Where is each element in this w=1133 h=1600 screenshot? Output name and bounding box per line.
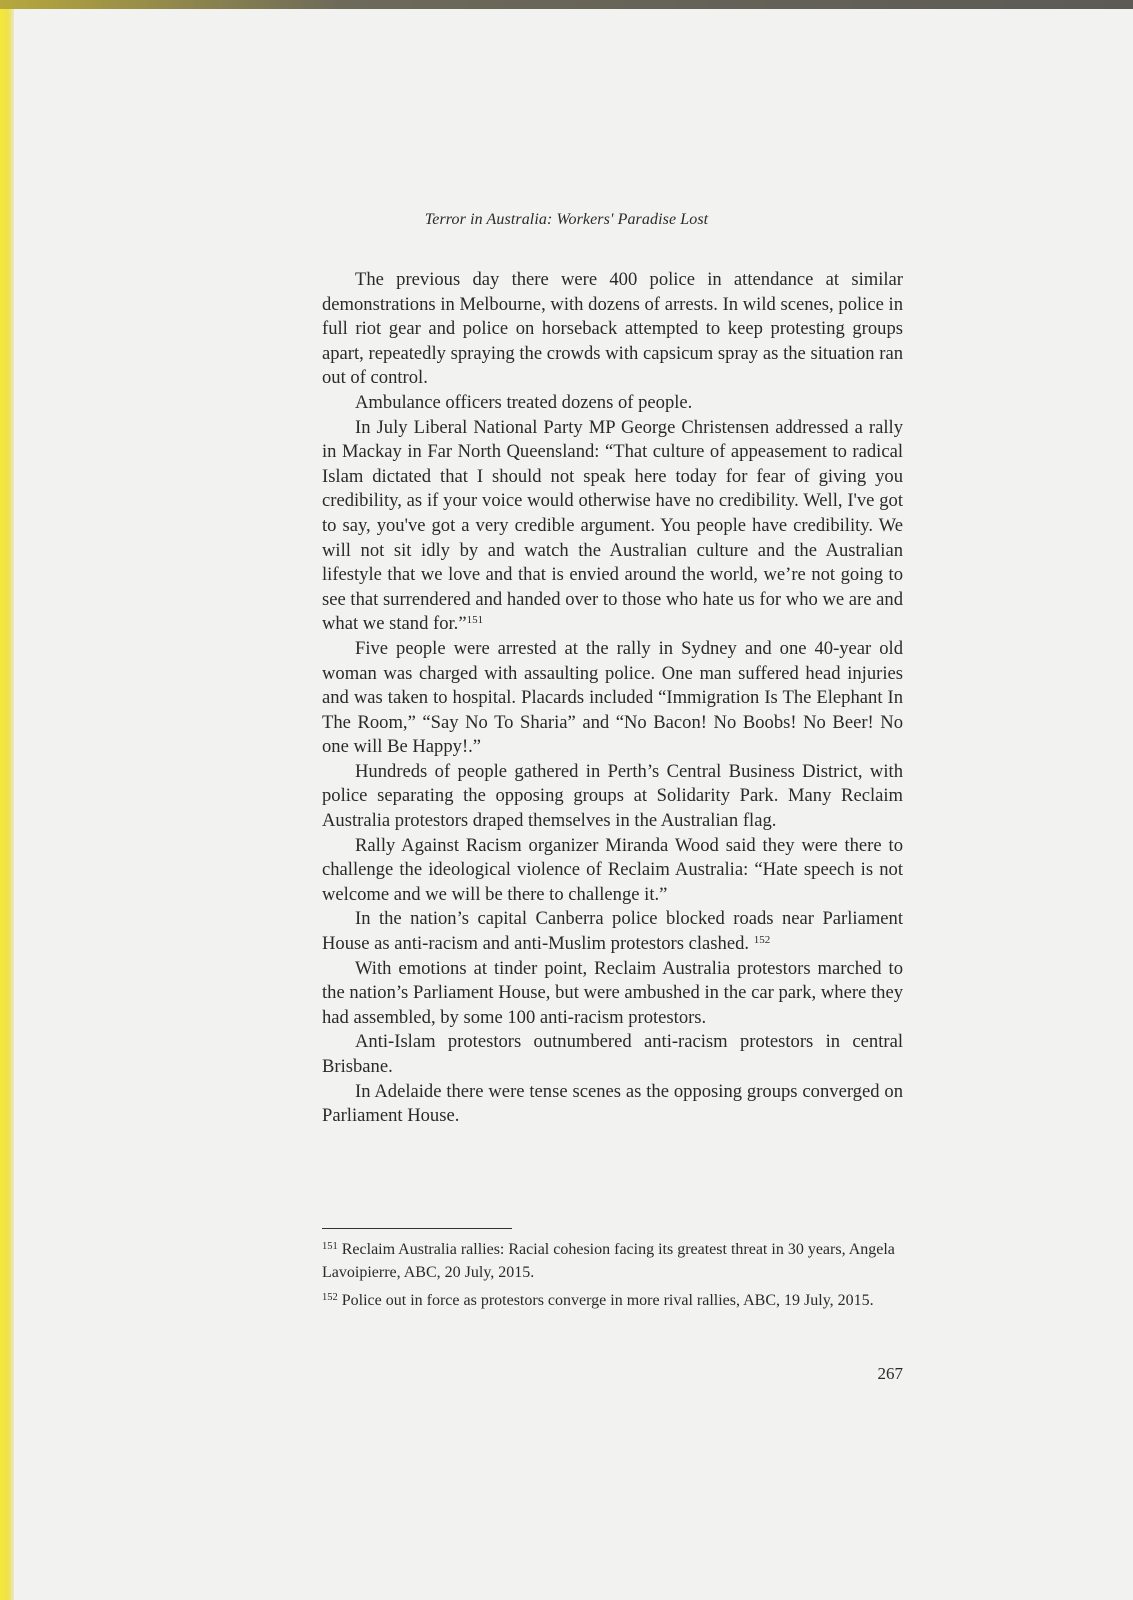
paragraph (322, 391, 903, 416)
paragraph (322, 268, 903, 391)
footnote-text: Police out in force as protestors converge in more rival rallies, ABC, 19 July, 2015. (341, 1292, 874, 1309)
footnote-ref-152[interactable]: 152 (753, 934, 771, 947)
footnote-divider (322, 1228, 512, 1229)
paragraph-text: The previous day there were 400 police in attendance at similar demonstrations in Melbourne, with dozens of arrests. In wild scenes, police in full riot gear and police on horseback attempted to keep protesting groups apart, repeatedly spraying the crowds with capsicum spray as the situation ran out of control. (322, 269, 903, 389)
paragraph (322, 957, 903, 1031)
scan-edge-top (0, 0, 1133, 9)
footnote-text: Reclaim Australia rallies: Racial cohesion facing its greatest threat in 30 years, Angela Lavoipierre, ABC, 20 July, 2015. (322, 1241, 895, 1281)
body-text (322, 268, 903, 1129)
paragraph-text: Ambulance officers treated dozens of people. (355, 391, 693, 413)
paragraph (322, 1080, 903, 1129)
paragraph-text: With emotions at tinder point, Reclaim Australia protestors marched to the nation’s Parliament House, but were ambushed in the car park, where they had assembled, by some 100 anti-racism protestors. (322, 957, 903, 1028)
footnote-number: 152 (322, 1292, 338, 1303)
paragraph (322, 834, 903, 908)
paragraph-text: In July Liberal National Party MP George Christensen addressed a rally in Mackay in Far North Queensland: “That culture of appeasement to radical Islam dictated that I should not speak here today for fear of giving you credibility, as if your voice would otherwise have no credibility. Well, I've got to say, you've got a very credible argument. You people have credibility. We will not sit idly by and watch the Australian culture and the Australian lifestyle that we love and that is envied around the world, we’re not going to see that surrendered and handed over to those who hate us for who we are and what we stand for.” (322, 416, 903, 635)
paragraph-text: In Adelaide there were tense scenes as the opposing groups converged on Parliament House. (322, 1080, 903, 1127)
paragraph-text: Rally Against Racism organizer Miranda Wood said they were there to challenge the ideological violence of Reclaim Australia: “Hate speech is not welcome and we will be there to challenge it.” (322, 834, 903, 905)
paragraph (322, 416, 903, 637)
footnote (322, 1238, 903, 1284)
paragraph-text: Anti-Islam protestors outnumbered anti-racism protestors in central Brisbane. (322, 1031, 903, 1077)
paragraph (322, 637, 903, 760)
page-number: 267 (877, 1364, 903, 1383)
footnote (322, 1289, 903, 1312)
paragraph (322, 907, 903, 956)
footnote-number: 151 (322, 1241, 338, 1252)
footnote-ref-151[interactable]: 151 (466, 614, 484, 627)
paragraph-text: In the nation’s capital Canberra police blocked roads near Parliament House as anti-racism and anti-Muslim protestors clashed. (322, 908, 903, 955)
paragraph (322, 760, 903, 834)
footnotes (322, 1238, 903, 1317)
paragraph (322, 1030, 903, 1079)
scan-edge-left (0, 0, 14, 1600)
paragraph-text: Five people were arrested at the rally in Sydney and one 40-year old woman was charged with assaulting police. One man suffered head injuries and was taken to hospital. Placards included “Immigration Is The Elephant In The Room,” “Say No To Sharia” and “No Bacon! No Boobs! No Beer! No one will Be Happy!.” (322, 637, 903, 758)
paragraph-text: Hundreds of people gathered in Perth’s Central Business District, with police separating the opposing groups at Solidarity Park. Many Reclaim Australia protestors draped themselves in the Australian flag. (322, 760, 903, 832)
running-head: Terror in Australia: Workers' Paradise Lost (424, 211, 709, 228)
